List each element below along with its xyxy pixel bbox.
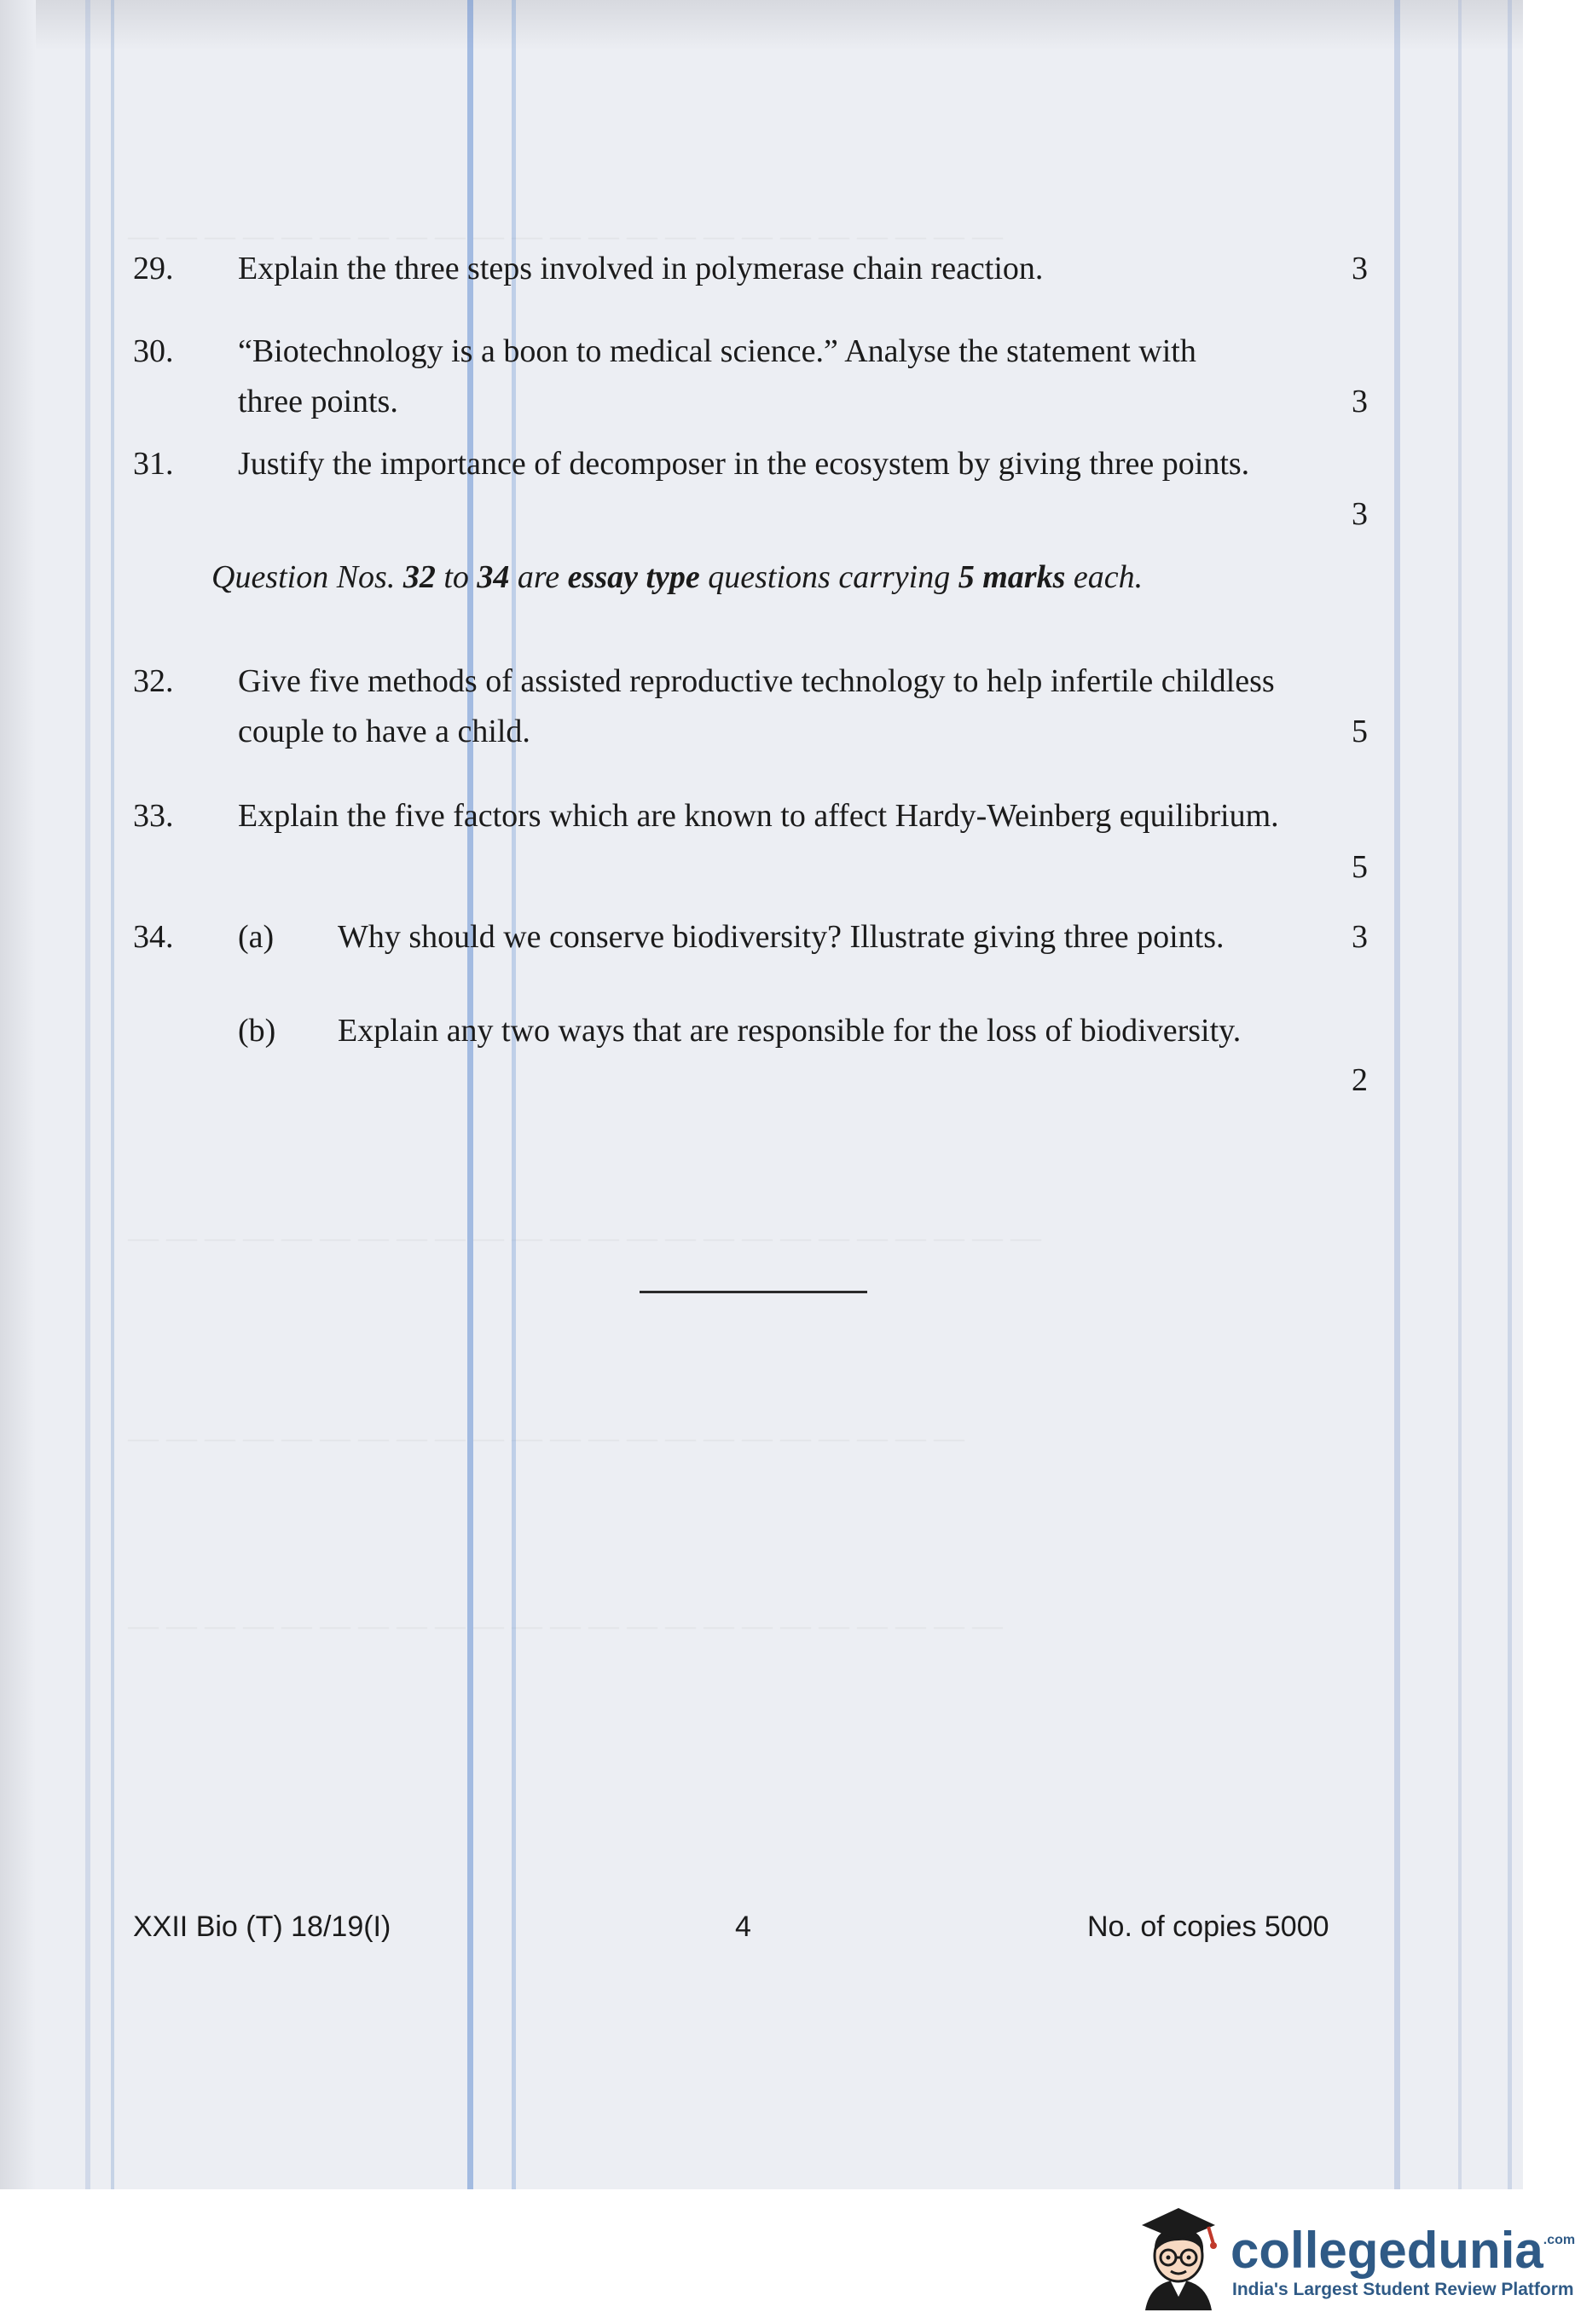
question-marks: 2	[1352, 1062, 1368, 1098]
question-number: 29.	[133, 251, 174, 286]
logo-tagline: India's Largest Student Review Platform	[1232, 2280, 1574, 2299]
question-text: Give five methods of assisted reproductive technology to help infertile childless	[238, 663, 1275, 699]
margin-line	[111, 0, 114, 2189]
margin-line	[85, 0, 90, 2189]
question-marks: 5	[1352, 849, 1368, 885]
question-number: 31.	[133, 446, 174, 482]
question-number: 30.	[133, 333, 174, 369]
question-part-label: (a)	[238, 919, 275, 955]
collegedunia-logo	[1130, 2203, 1575, 2314]
section-instruction: Question Nos. 32 to 34 are essay type questions carrying 5 marks each.	[211, 559, 1144, 595]
question-number: 32.	[133, 663, 174, 699]
question-text: Justify the importance of decomposer in the ecosystem by giving three points.	[238, 446, 1250, 482]
end-of-paper-line	[640, 1291, 867, 1293]
bleed-through-text: — — — — — — — — — — — — — — — — — — — — — — — —	[128, 1220, 1041, 1254]
page-number: 4	[735, 1911, 751, 1943]
question-text: couple to have a child.	[238, 714, 530, 749]
question-text: Explain the five factors which are known to affect Hardy-Weinberg equilibrium.	[238, 798, 1279, 834]
scan-top-shadow	[0, 0, 1523, 51]
question-text: “Biotechnology is a boon to medical science.” Analyse the statement with	[238, 333, 1196, 369]
logo-wordmark: collegedunia$^{.com}$	[1230, 2222, 1575, 2279]
question-marks: 5	[1352, 714, 1368, 749]
question-marks: 3	[1352, 251, 1368, 286]
bleed-through-text: — — — — — — — — — — — — — — — — — — — — — — —	[128, 218, 1003, 252]
copies-count: No. of copies 5000	[1087, 1911, 1329, 1943]
margin-line	[1394, 0, 1400, 2189]
question-part-label: (b)	[238, 1013, 276, 1049]
margin-line	[1458, 0, 1462, 2189]
question-number: 34.	[133, 919, 174, 955]
margin-line	[1508, 0, 1512, 2189]
scan-left-shadow	[0, 0, 36, 2189]
bleed-through-text: — — — — — — — — — — — — — — — — — — — — — — —	[128, 1608, 1003, 1642]
question-marks: 3	[1352, 384, 1368, 419]
question-marks: 3	[1352, 919, 1368, 955]
question-text: Explain any two ways that are responsible for the loss of biodiversity.	[338, 1013, 1242, 1049]
question-marks: 3	[1352, 496, 1368, 532]
student-mascot-icon	[1130, 2203, 1228, 2314]
question-text: Why should we conserve biodiversity? Illustrate giving three points.	[338, 919, 1225, 955]
paper-code: XXII Bio (T) 18/19(I)	[133, 1911, 391, 1943]
question-text: Explain the three steps involved in polymerase chain reaction.	[238, 251, 1044, 286]
question-text: three points.	[238, 384, 398, 419]
question-number: 33.	[133, 798, 174, 834]
bleed-through-text: — — — — — — — — — — — — — — — — — — — — — —	[128, 1420, 964, 1454]
